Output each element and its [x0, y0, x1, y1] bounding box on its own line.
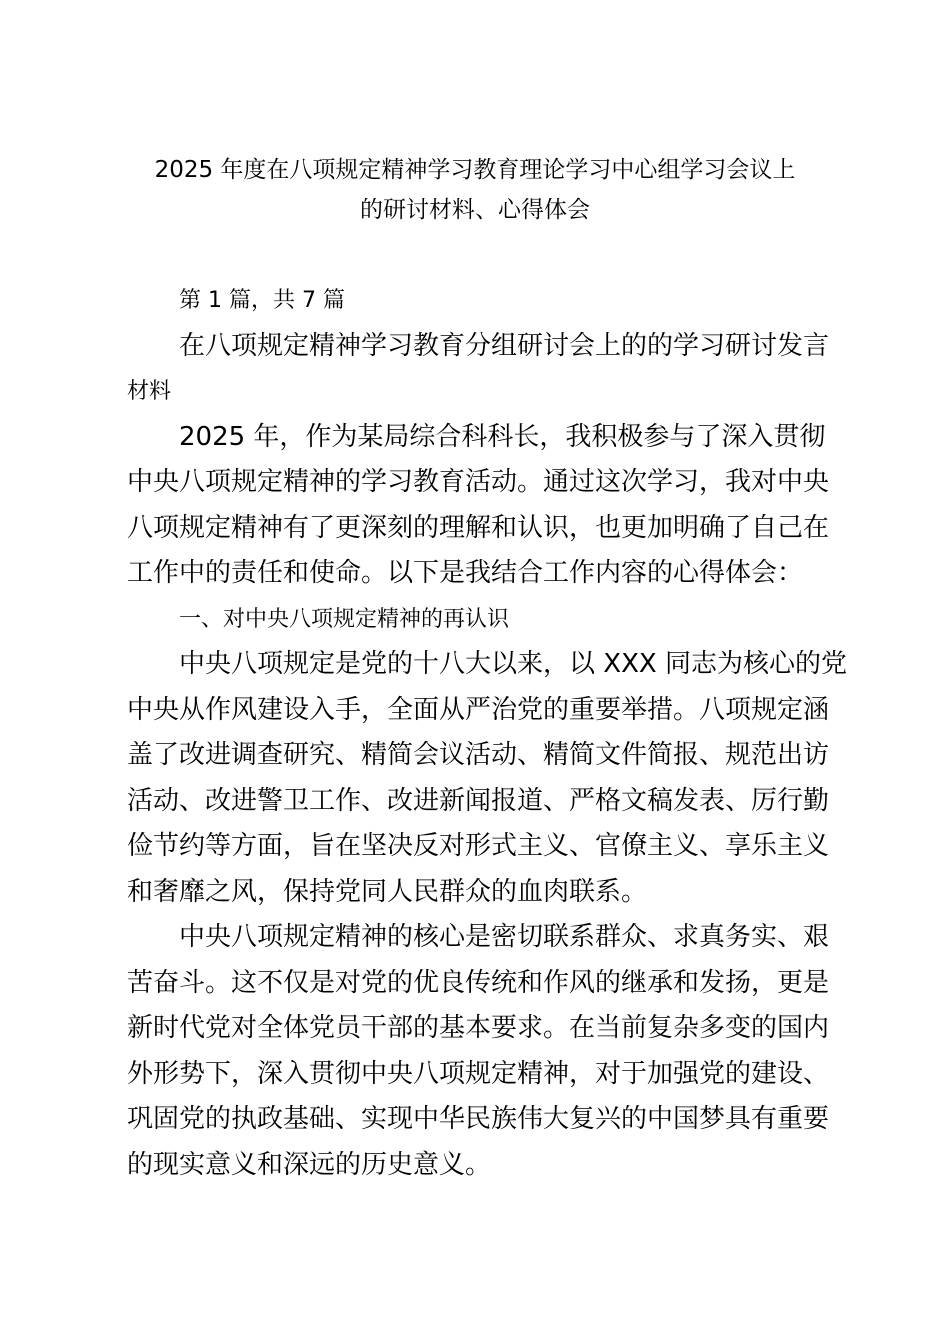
text-line: 盖了改进调查研究、精简会议活动、精简文件简报、规范出访 [127, 740, 830, 770]
text-line: 巩固党的执政基础、实现中华民族伟大复兴的中国梦具有重要 [127, 1104, 830, 1134]
text-line: 活动、改进警卫工作、改进新闻报道、严格文稿发表、厉行勤 [127, 785, 830, 816]
text-line: 苦奋斗。这不仅是对党的优良传统和作风的继承和发扬，更是 [127, 967, 830, 998]
text-line: 第 1 篇，共 7 篇 [179, 288, 345, 313]
text-line: 2025 年，作为某局综合科科长，我积极参与了深入贯彻 [179, 421, 826, 452]
text-line: 和奢靡之风，保持党同人民群众的血肉联系。 [127, 876, 648, 907]
text-line: 一、对中央八项规定精神的再认识 [179, 606, 510, 632]
text-line: 的现实意义和深远的历史意义。 [127, 1149, 492, 1180]
text-line: 新时代党对全体党员干部的基本要求。在当前复杂多变的国内 [127, 1013, 830, 1043]
title-line: 的研讨材料、心得体会 [360, 197, 590, 223]
document-body [127, 278, 847, 1188]
text-line: 中央八项规定精神的核心是密切联系群众、求真务实、艰 [179, 922, 830, 952]
document-title [110, 150, 840, 230]
text-line: 材料 [127, 379, 172, 404]
text-line: 外形势下，深入贯彻中央八项规定精神，对于加强党的建设、 [127, 1058, 830, 1089]
text-line: 工作中的责任和使命。以下是我结合工作内容的心得体会： [127, 558, 804, 588]
text-line: 八项规定精神有了更深刻的理解和认识，也更加明确了自己在 [127, 512, 830, 543]
text-line: 在八项规定精神学习教育分组研讨会上的的学习研讨发言 [179, 330, 830, 361]
text-line: 中央从作风建设入手，全面从严治党的重要举措。八项规定涵 [127, 694, 830, 725]
title-line: 2025 年度在八项规定精神学习教育理论学习中心组学习会议上 [154, 157, 796, 183]
text-line: 中央八项规定是党的十八大以来，以 XXX 同志为核心的党 [179, 649, 847, 679]
text-line: 俭节约等方面，旨在坚决反对形式主义、官僚主义、享乐主义 [127, 831, 830, 861]
text-line: 中央八项规定精神的学习教育活动。通过这次学习，我对中央 [127, 467, 830, 497]
